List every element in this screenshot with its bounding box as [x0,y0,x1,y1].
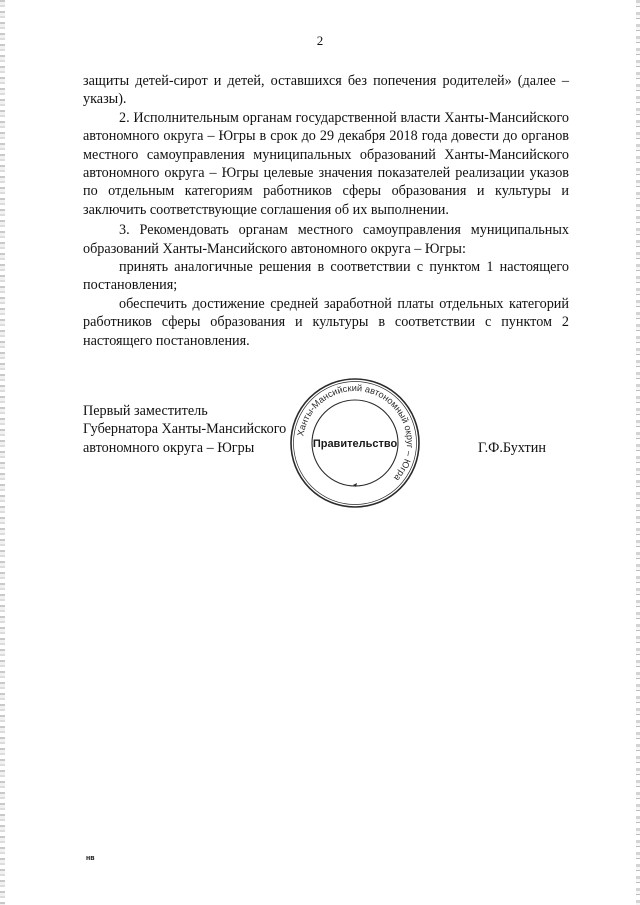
signer-name: Г.Ф.Бухтин [478,440,546,456]
document-body [83,72,569,350]
seal-center-text: Правительство [312,438,398,450]
paragraph-subitem-2: обеспечить достижение средней заработной платы отдельных категорий работников сферы образования и культуры в соответствии с пунктом 2 настоящего постановления. [83,295,569,349]
seal-outer-text: Ханты-Мансийский автономный округ – Югра [295,382,416,484]
scan-edge-right [636,0,640,905]
signer-position-line: Губернатора Ханты-Мансийского [83,421,287,438]
paragraph-subitem-1: принять аналогичные решения в соответствии с пунктом 1 настоящего постановления; [83,259,569,294]
signer-position-line: автономного округа – Югры [83,439,255,456]
government-seal [287,375,423,511]
scan-edge-left [0,0,5,905]
paragraph-item-3: 3. Рекомендовать органам местного самоуправления муниципальных образований Ханты-Мансийского автономного округа – Югры: [83,222,569,257]
signer-position-line: Первый заместитель [83,403,208,419]
page-number: 2 [316,33,324,48]
paragraph-continuation: защиты детей-сирот и детей, оставшихся без попечения родителей» (далее – указы). [83,73,569,108]
executor-mark: нв [86,855,95,862]
paragraph-item-2: 2. Исполнительным органам государственной власти Ханты-Мансийского автономного округа – Югры в срок до 29 декабря 2018 года довести до органов местного самоуправления муниципальных образований Ханты-Мансийского автономного округа – Югры целевые значения показателей реализации указов по отдельным категориям работников сферы образования и культуры и заключить соответствующие соглашения об их выполнении. [83,109,569,218]
signer-position [83,402,286,457]
